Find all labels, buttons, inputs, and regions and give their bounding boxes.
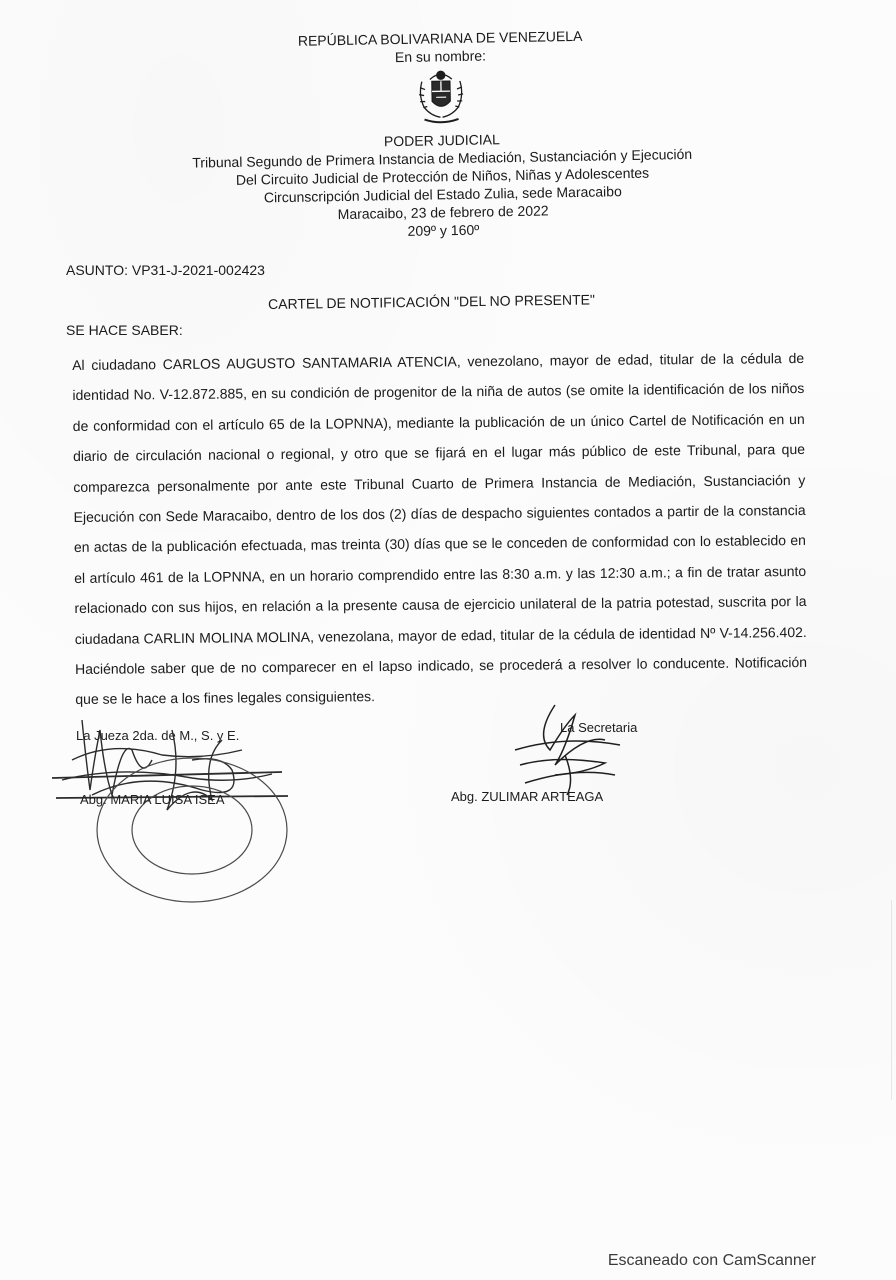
- greeting: SE HACE SABER:: [66, 322, 183, 338]
- secretary-name: Abg. ZULIMAR ARTEAGA: [451, 789, 604, 804]
- circuit-name: Del Circuito Judicial de Protección de Niños, Niñas y Adolescentes: [235, 164, 650, 188]
- judge-name: Abg. MARIA LUISA ISEA: [80, 792, 225, 807]
- date-line: Maracaibo, 23 de febrero de 2022: [337, 202, 549, 223]
- notice-title: CARTEL DE NOTIFICACIÓN "DEL NO PRESENTE": [268, 291, 596, 312]
- secretary-role: La Secretaria: [560, 720, 638, 735]
- scan-edge: [891, 900, 892, 1100]
- coat-of-arms-icon: [410, 67, 473, 128]
- judicial-power: PODER JUDICIAL: [383, 131, 500, 150]
- years-line: 209º y 160º: [407, 221, 480, 239]
- tribunal-name: Tribunal Segundo de Primera Instancia de Mediación, Sustanciación y Ejecución: [192, 145, 693, 171]
- scanner-watermark: Escaneado con CamScanner: [607, 1252, 816, 1269]
- republic-heading: REPÚBLICA BOLIVARIANA DE VENEZUELA: [297, 27, 583, 49]
- document-header: [170, 25, 714, 244]
- judge-role: La Jueza 2da. de M., S. y E.: [76, 728, 240, 743]
- notice-body: Al ciudadano CARLOS AUGUSTO SANTAMARIA ATENCIA, venezolano, mayor de edad, titular de la cédula de identidad No. V-12.872.885, en su condición de progenitor de la niña de autos (se omite la identificación de los niños de conformidad con el artículo 65 de la LOPNNA), mediante la publicación de un único Cartel de Notificación en un diario de circulación nacional o regional, y otro que se fijará en el lugar más público de este Tribunal, para que comparezca personalmente por ante este Tribunal Cuarto de Primera Instancia de Mediación, Sustanciación y Ejecución con Sede Maracaibo, dentro de los dos (2) días de despacho siguientes contados a partir de la constancia en actas de la publicación efectuada, mas treinta (30) días que se le conceden de conformidad con lo establecido en el artículo 461 de la LOPNNA, en un horario comprendido entre las 8:30 a.m. y las 12:30 a.m.; a fin de tratar asunto relacionado con sus hijos, en relación a la presente causa de ejercicio unilateral de la patria potestad, suscrita por la ciudadana CARLIN MOLINA MOLINA, venezolana, mayor de edad, titular de la cédula de identidad Nº V-14.256.402. Haciéndole saber que de no comparecer en el lapso indicado, se procederá a resolver lo conducente. Notificación que se le hace a los fines legales consiguientes.: [72, 349, 808, 708]
- case-subject: ASUNTO: VP31-J-2021-002423: [66, 262, 265, 278]
- circumscription-name: Circunscripción Judicial del Estado Zulia, sede Maracaibo: [263, 183, 622, 206]
- in-name-line: En su nombre:: [394, 47, 487, 66]
